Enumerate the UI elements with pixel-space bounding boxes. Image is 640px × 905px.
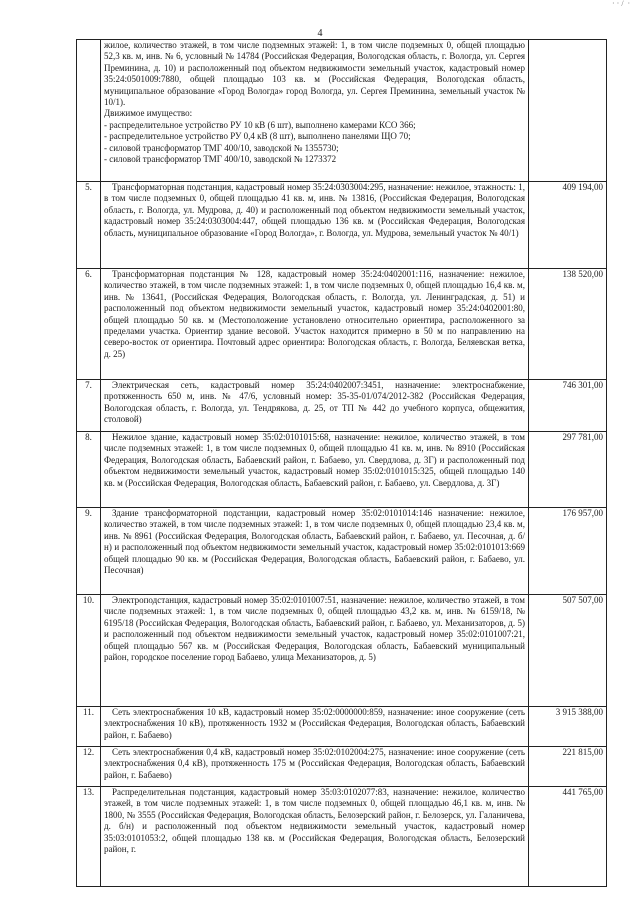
row-value: 138 520,00 — [529, 269, 607, 380]
row-number: 10. — [77, 595, 101, 707]
row-value: 3 915 388,00 — [529, 707, 607, 747]
table-row — [77, 707, 607, 747]
row-description-text: Трансформаторная подстанция, кадастровый номер 35:24:0303004:295, назначение: нежилое, этажность: 1, в том числе подземных 0, общей площадью 41 кв. м, инв. № 13816, (Российская Федерация, Вологодская область, г. Вологда, ул. Мудрова, д. 40) и расположенный под объектом недвижимости земельный участок, кадастровый номер 35:24:0303004:447, общей площадью 136 кв. м (Российская Федерация, Вологодская область, муниципальное образование «Город Вологда», г. Вологда, ул. Мудрова, земельный участок № 40/1) — [104, 182, 525, 238]
movable-property-list — [104, 120, 525, 166]
row-value — [529, 40, 607, 182]
row-number: 5. — [77, 182, 101, 269]
table-row — [77, 432, 607, 508]
row-description-text: Электроподстанция, кадастровый номер 35:02:0101007:51, назначение: нежилое, количество этажей, в том числе подземных этажей: 1, в том числе подземных 0, общей площадью 43,2 кв. м, инв. № 6159/18, № 6195/18 (Российская Федерация, Вологодская область, Бабаевский район, г. Бабаево, ул. Механизаторов, д. 5) и расположенный под объектом недвижимости земельный участок, кадастровый номер 35:02:0101007:21, общей площадью 567 кв. м (Российская Федерация, Вологодская область, Бабаевский муниципальный район, городское поселение город Бабаево, улица Механизаторов, д. 5) — [104, 595, 525, 663]
row-value: 746 301,00 — [529, 380, 607, 432]
row-description — [101, 508, 529, 595]
row-description — [101, 40, 529, 182]
row-description — [101, 182, 529, 269]
list-item: - распределительное устройство РУ 0,4 кВ (8 шт), выполнено панелями ЩО 70; — [104, 131, 411, 142]
row-value: 176 957,00 — [529, 508, 607, 595]
table-row — [77, 787, 607, 887]
table-row — [77, 747, 607, 787]
table-row — [77, 40, 607, 182]
corner-mark: · · / · — [612, 0, 631, 8]
row-description-text: Электрическая сеть, кадастровый номер 35:24:0402007:3451, назначение: электроснабжение, протяженность 650 м, инв. № 47/6, условный номер: 35-35-01/074/2012-382 (Российская Федерация, Вологодская область, г. Вологда, ул. Тендрякова, д. 25, от ТП № 442 до учебного корпуса, общежития, столовой) — [104, 380, 525, 425]
row-value: 297 781,00 — [529, 432, 607, 508]
row-value: 409 194,00 — [529, 182, 607, 269]
table-row — [77, 380, 607, 432]
list-item: - распределительное устройство РУ 10 кВ (6 шт), выполнено камерами КСО 366; — [104, 119, 416, 130]
row-description-text: жилое, количество этажей, в том числе подземных этажей: 1, в том числе подземных 0, общей площадью 52,3 кв. м, инв. № 6, условный № 14784 (Российская Федерация, Вологодская область, г. Вологда, ул. Сергея Преминина, д. 10) и расположенный под объектом недвижимости земельный участок, кадастровый номер 35:24:0501009:7880, общей площадью 103 кв. м (Российская Федерация, Вологодская область, муниципальное образование «Город Вологда» город Вологда, ул. Сергея Преминина, земельный участок № 10/1). — [104, 40, 525, 108]
row-description-text: Сеть электроснабжения 0,4 кВ, кадастровый номер 35:02:0102004:275, назначение: иное сооружение (сеть электроснабжения 0,4 кВ), протяженность 175 м (Российская Федерация, Вологодская область, Бабаевский район, г. Бабаево) — [104, 747, 525, 780]
property-table — [76, 39, 607, 887]
row-number: 7. — [77, 380, 101, 432]
row-number: 13. — [77, 787, 101, 887]
table-row — [77, 508, 607, 595]
row-value: 507 507,00 — [529, 595, 607, 707]
list-item: - силовой трансформатор ТМГ 400/10, заводской № 1355730; — [104, 142, 339, 153]
row-description — [101, 747, 529, 787]
row-number: 9. — [77, 508, 101, 595]
row-number: 6. — [77, 269, 101, 380]
row-number — [77, 40, 101, 182]
row-description — [101, 595, 529, 707]
table-row — [77, 595, 607, 707]
row-description — [101, 269, 529, 380]
page-number: 4 — [317, 28, 323, 39]
table-row — [77, 182, 607, 269]
row-number: 8. — [77, 432, 101, 508]
row-number: 12. — [77, 747, 101, 787]
row-value: 441 765,00 — [529, 787, 607, 887]
movable-property-heading: Движимое имущество: — [104, 108, 193, 119]
row-description — [101, 432, 529, 508]
table-row — [77, 269, 607, 380]
row-description-text: Распределительная подстанция, кадастровый номер 35:03:0102077:83, назначение: нежилое, количество этажей, в том числе подземных этажей: 1, в том числе подземных 0, общей площадью 46,1 кв. м, инв. № 1800, № 3555 (Российская Федерация, Вологодская область, Белозерский район, г. Белозерск, ул. Галаничева, д. б/н) и расположенный под объектом недвижимости земельный участок, кадастровый номер 35:03:0101053:2, общей площадью 138 кв. м (Российская Федерация, Вологодская область, Белозерский район, г. — [104, 787, 525, 855]
row-description — [101, 380, 529, 432]
row-description — [101, 787, 529, 887]
row-value: 221 815,00 — [529, 747, 607, 787]
row-number: 11. — [77, 707, 101, 747]
row-description-text: Трансформаторная подстанция № 128, кадастровый номер 35:24:0402001:116, назначение: нежилое, количество этажей, в том числе подземных этажей: 1, в том числе подземных 0, общей площадью 16,4 кв. м, инв. № 13641, (Российская Федерация, Вологодская область, г. Вологда, ул. Ленинградская, д. 51) и расположенный под объектом недвижимости земельный участок, кадастровый номер 35:24:0402001:80, общей площадью 50 кв. м (Местоположение установлено относительно ориентира, расположенного за пределами участка. Ориентир здание весовой. Участок находится примерно в 50 м по направлению на северо-восток от ориентира. Почтовый адрес ориентира: Вологодская область, г. Вологда, Беляевская ветка, д. 25) — [104, 269, 525, 359]
row-description-text: Здание трансформаторной подстанции, кадастровый номер 35:02:0101014:146 назначение: нежилое, количество этажей, в том числе подземных этажей: 1, в том числе подземных 0, общей площадью 23,4 кв. м, инв. № 8961 (Российская Федерация, Вологодская область, Бабаевский район, г. Бабаево, ул. Песочная, д. б/н) и расположенный под объектом недвижимости земельный участок, кадастровый номер 35:02:0101013:669 общей площадью 90 кв. м (Российская Федерация, Вологодская область, Бабаевский район, г. Бабаево, ул. Песочная) — [104, 508, 525, 576]
list-item: - силовой трансформатор ТМГ 400/10, заводской № 1273372 — [104, 154, 337, 165]
row-description — [101, 707, 529, 747]
row-description-text: Нежилое здание, кадастровый номер 35:02:0101015:68, назначение: нежилое, количество этажей, в том числе подземных этажей: 1, в том числе подземных 0, общей площадью 41 кв. м, инв. № 8910 (Российская Федерация, Вологодская область, Бабаевский район, г. Бабаево, ул. Свердлова, д. 3Г) и расположенный под объектом недвижимости земельный участок, кадастровый номер 35:02:0101015:325, общей площадью 140 кв. м (Российская Федерация, Вологодская область, Бабаевский район, г. Бабаево, ул. Свердлова, д. 3Г) — [104, 432, 525, 488]
row-description-text: Сеть электроснабжения 10 кВ, кадастровый номер 35:02:0000000:859, назначение: иное сооружение (сеть электроснабжения 10 кВ), протяженность 1932 м (Российская Федерация, Вологодская область, Бабаевский район, г. Бабаево) — [104, 707, 525, 740]
